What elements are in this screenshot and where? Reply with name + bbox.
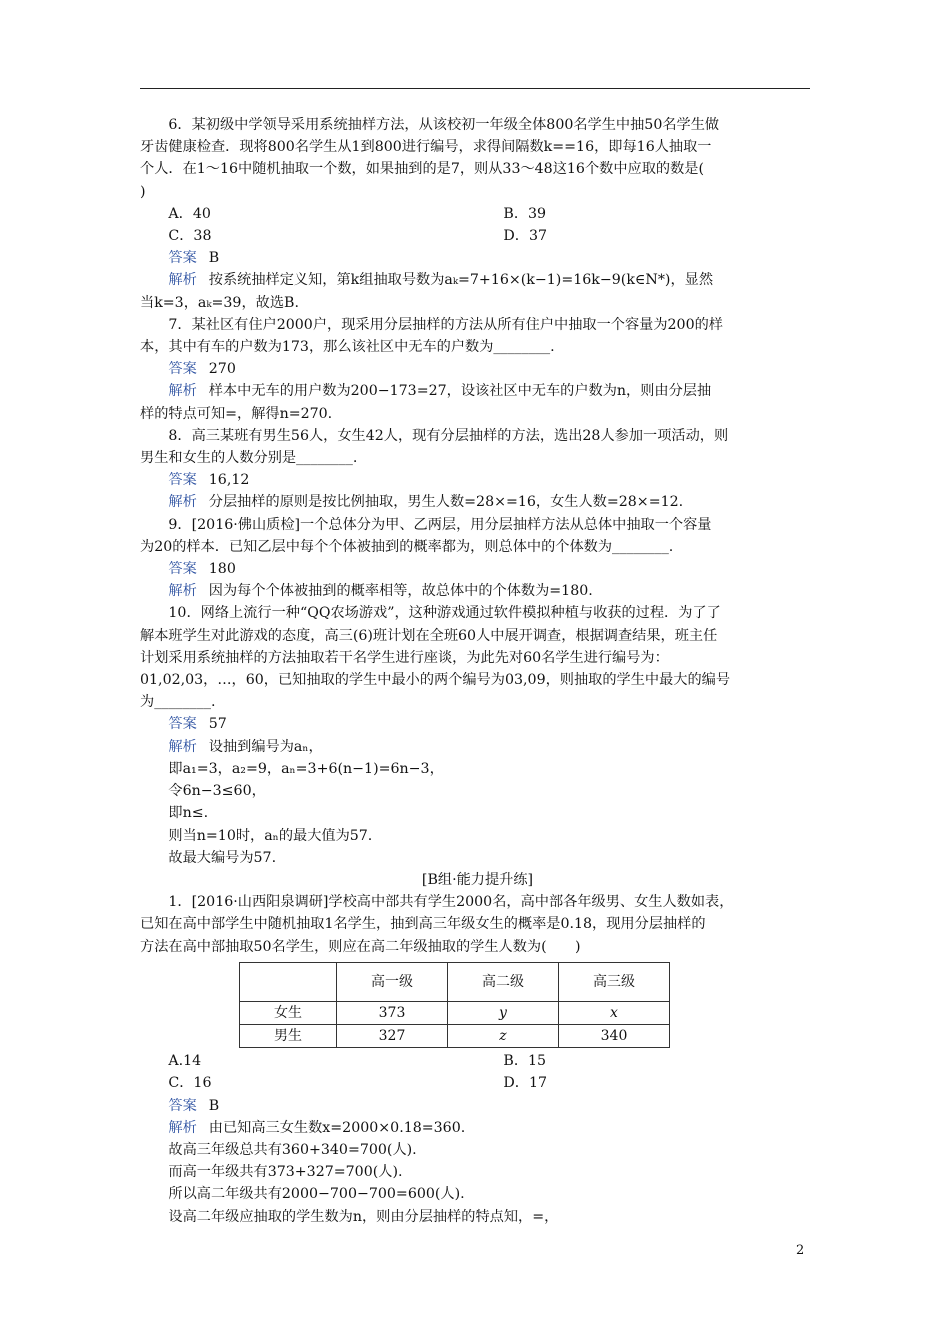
- table-row: [240, 1001, 670, 1024]
- analysis-line: 令6n−3≤60，: [168, 783, 266, 800]
- analysis-text: 按系统抽样定义知，第k组抽取号数为aₖ=7+16×(k−1)=16k−9(k∈N*)，显然: [208, 272, 714, 289]
- question-line: 本，其中有车的户数为173，那么该社区中无车的户数为________.: [140, 339, 555, 356]
- option-b: B．15: [503, 1053, 547, 1070]
- option-b: B．39: [503, 205, 547, 222]
- analysis-label: 解析: [168, 494, 197, 511]
- option-d: D．37: [503, 228, 548, 245]
- answer: [140, 247, 815, 269]
- analysis-text: 分层抽样的原则是按比例抽取，男生人数=28×=16，女生人数=28×=12.: [208, 494, 684, 511]
- question-line: 方法在高中部抽取50名学生，则应在高二年级抽取的学生人数为( ): [140, 938, 581, 955]
- question-line: 已知在高中部学生中随机抽取1名学生，抽到高三年级女生的概率是0.18，现用分层抽样的: [140, 916, 706, 933]
- analysis: [140, 491, 815, 513]
- row-header: 女生: [240, 1001, 337, 1024]
- analysis-line: 即n≤.: [168, 805, 209, 822]
- analysis: [140, 580, 815, 602]
- answer-value: 57: [208, 716, 227, 733]
- question-line: 为________.: [140, 694, 216, 711]
- option-a: A．40: [168, 205, 211, 222]
- table-corner: [240, 962, 337, 1001]
- question-7: [140, 314, 815, 425]
- answer-value: 270: [208, 361, 236, 378]
- question-10: [140, 602, 815, 868]
- analysis-text: 设抽到编号为aₙ，: [208, 738, 323, 755]
- option-c: C．16: [168, 1075, 212, 1092]
- answer-label: 答案: [168, 1097, 197, 1114]
- table-cell: 327: [337, 1024, 448, 1047]
- option-c: C．38: [168, 228, 212, 245]
- header-rule: [140, 88, 810, 89]
- table-cell: z: [448, 1024, 559, 1047]
- answer: [140, 713, 815, 735]
- analysis-line: 当k=3，aₖ=39，故选B.: [140, 294, 299, 311]
- analysis-label: 解析: [168, 738, 197, 755]
- analysis-line: 样的特点可知=，解得n=270.: [140, 405, 333, 422]
- analysis-line: 故高三年级总共有360+340=700(人).: [168, 1141, 417, 1158]
- question-8: [140, 425, 815, 514]
- enrollment-table: [239, 962, 670, 1048]
- question-line: 个人．在1～16中随机抽取一个数，如果抽到的是7，则从33～48这16个数中应取的数是(: [140, 161, 704, 178]
- answer-value: 16,12: [208, 472, 250, 489]
- question-line: 计划采用系统抽样的方法抽取若干名学生进行座谈，为此先对60名学生进行编号为：: [140, 649, 669, 666]
- analysis-line: 设高二年级应抽取的学生数为n，则由分层抽样的特点知，=，: [168, 1208, 559, 1225]
- page-content: [140, 114, 815, 1228]
- column-header: 高三级: [559, 962, 670, 1001]
- answer: [140, 358, 815, 380]
- question-line: 解本班学生对此游戏的态度，高三(6)班计划在全班60人中展开调查，根据调查结果，班主任: [140, 627, 718, 644]
- options: [140, 1050, 815, 1094]
- question-line: 1．[2016·山西阳泉调研]学校高中部共有学生2000名，高中部各年级男、女生人数如表，: [168, 894, 734, 911]
- page-number: 2: [796, 1243, 805, 1258]
- answer-label: 答案: [168, 361, 197, 378]
- question-line: 9．[2016·佛山质检]一个总体分为甲、乙两层，用分层抽样方法从总体中抽取一个容量: [168, 516, 712, 533]
- question-9: [140, 514, 815, 603]
- option-d: D．17: [503, 1075, 548, 1092]
- table-row: [240, 1024, 670, 1047]
- analysis: [140, 1117, 815, 1139]
- question-line: ): [140, 183, 146, 200]
- answer: [140, 558, 815, 580]
- analysis: [140, 269, 815, 291]
- analysis-label: 解析: [168, 383, 197, 400]
- analysis-text: 样本中无车的用户数为200−173=27，设该社区中无车的户数为n，则由分层抽: [208, 383, 712, 400]
- column-header: 高二级: [448, 962, 559, 1001]
- analysis-label: 解析: [168, 272, 197, 289]
- question-b1: [140, 891, 815, 1228]
- answer: [140, 1095, 815, 1117]
- row-header: 男生: [240, 1024, 337, 1047]
- analysis: [140, 380, 815, 402]
- analysis-text: 因为每个个体被抽到的概率相等，故总体中的个体数为=180.: [208, 583, 593, 600]
- question-line: 7．某社区有住户2000户，现采用分层抽样的方法从所有住户中抽取一个容量为200的样: [168, 316, 723, 333]
- analysis-line: 即a₁=3，a₂=9，aₙ=3+6(n−1)=6n−3，: [168, 760, 444, 777]
- analysis-line: 所以高二年级共有2000−700−700=600(人).: [168, 1186, 465, 1203]
- column-header: 高一级: [337, 962, 448, 1001]
- answer-label: 答案: [168, 250, 197, 267]
- question-line: 为20的样本．已知乙层中每个个体被抽到的概率都为，则总体中的个体数为________.: [140, 538, 674, 555]
- analysis: [140, 736, 815, 758]
- option-a: A.14: [168, 1053, 202, 1070]
- section-heading: [B组·能力提升练]: [421, 871, 534, 888]
- table-header-row: [240, 962, 670, 1001]
- analysis-text: 由已知高三女生数x=2000×0.18=360.: [208, 1119, 466, 1136]
- table-cell: 340: [559, 1024, 670, 1047]
- answer-value: B: [208, 250, 220, 267]
- table-cell: 373: [337, 1001, 448, 1024]
- question-line: 8．高三某班有男生56人，女生42人，现有分层抽样的方法，选出28人参加一项活动，则: [168, 427, 729, 444]
- question-line: 牙齿健康检查．现将800名学生从1到800进行编号，求得间隔数k==16，即每16人抽取一: [140, 139, 712, 156]
- answer-value: 180: [208, 561, 236, 578]
- answer-label: 答案: [168, 561, 197, 578]
- question-line: 男生和女生的人数分别是________.: [140, 450, 358, 467]
- question-line: 10．网络上流行一种“QQ农场游戏”，这种游戏通过软件模拟种植与收获的过程．为了了: [168, 605, 721, 622]
- question-line: 01,02,03，…，60，已知抽取的学生中最小的两个编号为03,09，则抽取的学生中最大的编号: [140, 672, 731, 689]
- table-cell: y: [448, 1001, 559, 1024]
- question-line: 6．某初级中学领导采用系统抽样方法，从该校初一年级全体800名学生中抽50名学生做: [168, 117, 720, 133]
- analysis-line: 故最大编号为57.: [168, 849, 277, 866]
- answer: [140, 469, 815, 491]
- analysis-label: 解析: [168, 1119, 197, 1136]
- table-cell: x: [559, 1001, 670, 1024]
- answer-label: 答案: [168, 716, 197, 733]
- analysis-line: 而高一年级共有373+327=700(人).: [168, 1164, 403, 1181]
- answer-label: 答案: [168, 472, 197, 489]
- analysis-label: 解析: [168, 583, 197, 600]
- analysis-line: 则当n=10时，aₙ的最大值为57.: [168, 827, 373, 844]
- question-6: [140, 114, 815, 314]
- answer-value: B: [208, 1097, 220, 1114]
- options: [140, 203, 815, 247]
